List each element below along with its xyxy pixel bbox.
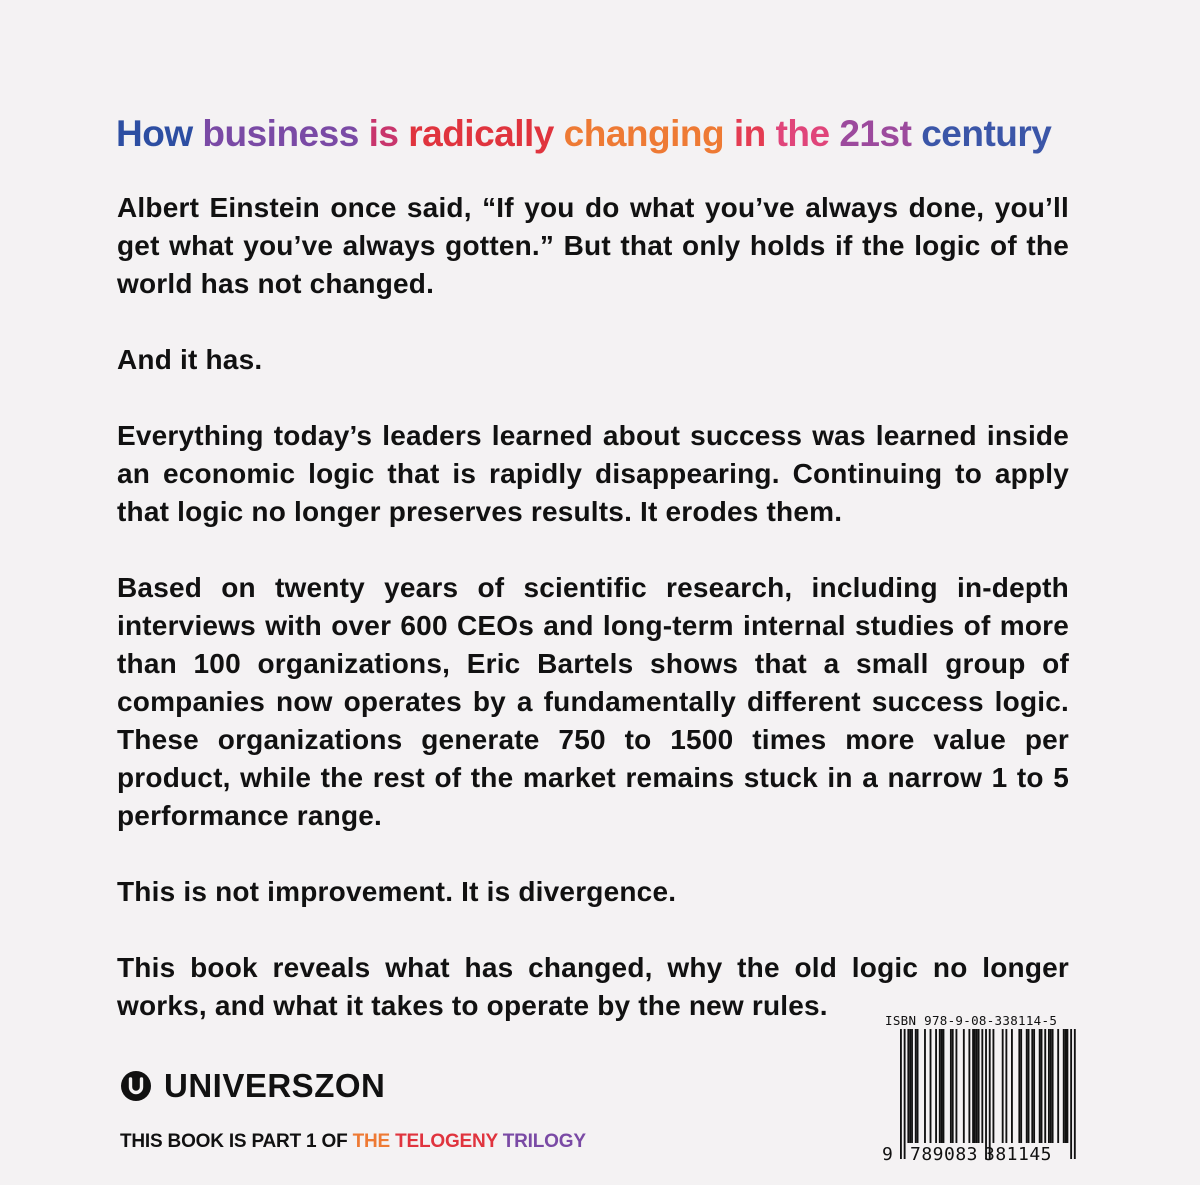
series-word: TRILOGY <box>502 1131 586 1152</box>
barcode-bar <box>956 1029 958 1143</box>
barcode-bar <box>1065 1029 1067 1143</box>
headline <box>116 108 1096 160</box>
series-title <box>353 1131 586 1152</box>
barcode-bar <box>1028 1029 1030 1143</box>
headline-word: radically <box>408 113 554 154</box>
barcode-bar <box>985 1029 987 1159</box>
barcode-bar <box>911 1029 913 1143</box>
barcode-bar <box>915 1029 917 1143</box>
barcode-bar <box>941 1029 943 1143</box>
barcode-bar <box>1020 1029 1022 1143</box>
barcode-bar <box>952 1029 954 1143</box>
isbn-label: ISBN 978-9-08-338114-5 <box>885 1013 1058 1028</box>
publisher-block <box>120 1066 385 1106</box>
barcode-bar <box>968 1029 970 1143</box>
barcode-bar <box>974 1029 976 1143</box>
barcode-bar <box>930 1029 932 1143</box>
barcode-left-digits: 789083 <box>910 1144 979 1165</box>
barcode-bar <box>1033 1029 1035 1143</box>
series-word: THE <box>352 1131 390 1152</box>
barcode-bar <box>976 1029 978 1143</box>
headline-word: the <box>775 113 830 154</box>
barcode-bar <box>1031 1029 1033 1143</box>
barcode-bar <box>1050 1029 1052 1143</box>
barcode-bar <box>924 1029 926 1143</box>
barcode-bar <box>1057 1029 1059 1143</box>
barcode-bar <box>907 1029 909 1143</box>
barcode-bar <box>1041 1029 1043 1143</box>
barcode-bar <box>1063 1029 1065 1143</box>
barcode-bar <box>950 1029 952 1143</box>
barcode-bar <box>1005 1029 1007 1143</box>
headline-word: 21st <box>839 113 912 154</box>
barcode-bar <box>917 1029 919 1143</box>
barcode-bar <box>972 1029 974 1143</box>
paragraph-and-it-has: And it has. <box>117 344 263 375</box>
headline-word: century <box>921 113 1052 154</box>
barcode-bar <box>981 1029 983 1143</box>
barcode-bar <box>943 1029 945 1143</box>
barcode-bar <box>989 1029 991 1159</box>
barcode-bar <box>1039 1029 1041 1143</box>
barcode-bar <box>1026 1029 1028 1143</box>
barcode-bar <box>1074 1029 1076 1159</box>
barcode-bar <box>1044 1029 1046 1143</box>
headline-word: changing <box>563 113 725 154</box>
headline-word: in <box>733 113 766 154</box>
series-prefix: THIS BOOK IS PART 1 OF <box>120 1131 353 1152</box>
barcode-bar <box>909 1029 911 1143</box>
paragraph-book-reveals: This book reveals what has changed, why the old logic no longer works, and what it takes to operate by the new rules. <box>117 952 1069 1021</box>
headline-word: business <box>202 113 359 154</box>
isbn-barcode <box>880 1013 1076 1165</box>
publisher-name: UNIVERSZON <box>164 1067 386 1104</box>
barcode-bar <box>1011 1029 1013 1143</box>
paragraph-leaders-logic: Everything today’s leaders learned about success was learned inside an economic logic that is rapidly disappearing. Continuing to apply that logic no longer preserves results. It erodes them. <box>117 420 1069 527</box>
barcode-bar <box>939 1029 941 1143</box>
barcode-bar <box>963 1029 965 1143</box>
headline-word: is <box>368 113 399 154</box>
barcode-bar <box>935 1029 937 1143</box>
universzon-logo-icon <box>120 1070 152 1102</box>
barcode-bar <box>1052 1029 1054 1143</box>
headline-word: How <box>116 113 193 154</box>
paragraph-divergence: This is not improvement. It is divergence. <box>117 876 677 907</box>
barcode-bar <box>1002 1029 1004 1143</box>
barcode-bar <box>1018 1029 1020 1143</box>
paragraph-research: Based on twenty years of scientific research, including in-depth interviews with over 600 CEOs and long-term internal studies of more than 100 organizations, Eric Bartels shows that a small group of companies now operates by a fundamentally different success logic. These organizations generate 750 to 1500 times more value per product, while the rest of the market remains stuck in a narrow 1 to 5 performance range. <box>117 572 1069 831</box>
barcode-bar <box>904 1029 906 1159</box>
barcode-bar <box>993 1029 995 1143</box>
barcode-bar <box>1067 1029 1069 1143</box>
series-line <box>120 1130 586 1154</box>
series-word: TELOGENY <box>395 1131 498 1152</box>
barcode-bar <box>900 1029 902 1159</box>
barcode-lead-digit: 9 <box>882 1144 893 1165</box>
barcode-bar <box>1070 1029 1072 1159</box>
barcode-bar <box>978 1029 980 1143</box>
back-cover-blurb <box>117 189 1069 1063</box>
paragraph-einstein-quote: Albert Einstein once said, “If you do what you’ve always done, you’ll get what you’ve always gotten.” But that only holds if the logic of the world has not changed. <box>117 192 1069 299</box>
barcode-bar <box>1048 1029 1050 1143</box>
barcode-right-digits: 381145 <box>984 1144 1053 1165</box>
